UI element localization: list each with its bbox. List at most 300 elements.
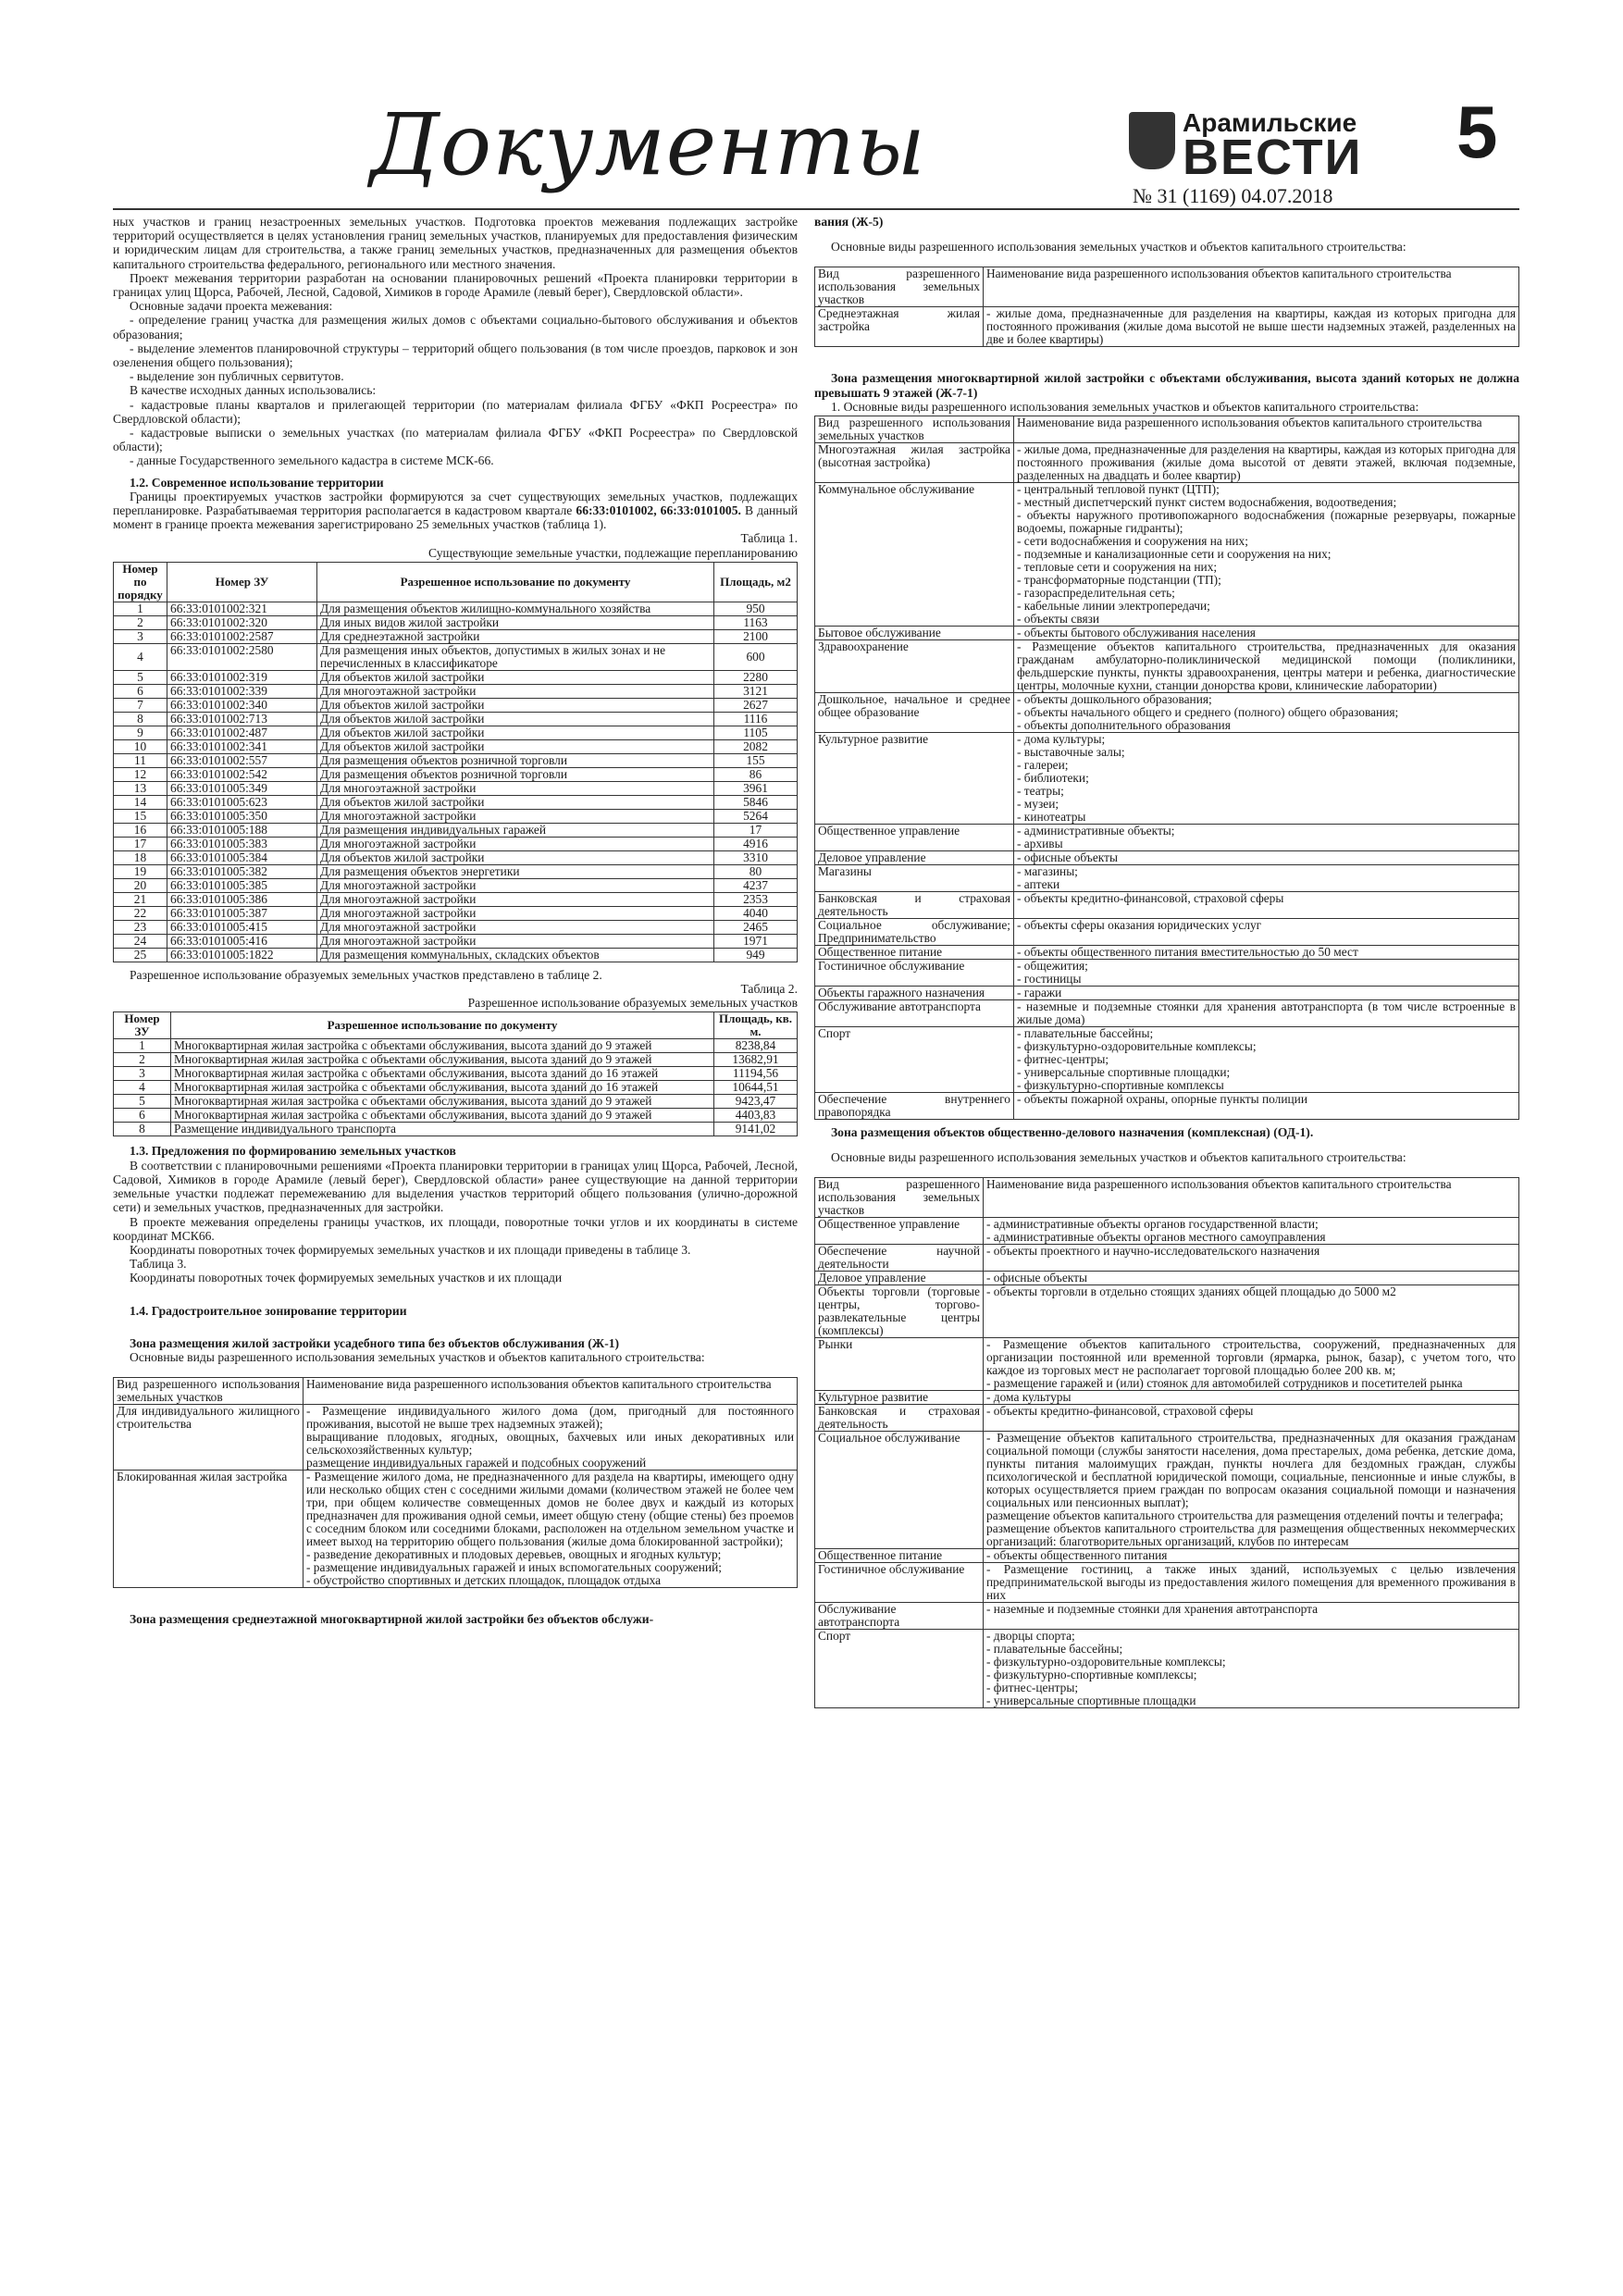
- s12-text-a: Границы проектируемых участков застройки формируются за счет существующих земельных участков, подлежащих перепланировке. Разрабатываемая территория располагается в кадастровом квартале: [113, 489, 798, 518]
- table-cell: Для размещения объектов розничной торговли: [317, 767, 714, 781]
- table-cell: 600: [714, 643, 798, 670]
- table-cell: 17: [714, 823, 798, 837]
- zone-table-cell: - жилые дома, предназначенные для разделения на квартиры, каждая из которых пригодна для постоянного проживания (жилые дома высотой от девяти этажей, включая подземные, разделенных на двадцать и более квартир): [1014, 443, 1519, 483]
- zone-table-cell: - объекты сферы оказания юридических услуг: [1014, 919, 1519, 946]
- right-column: [814, 215, 1519, 1714]
- table-cell: 66:33:0101002:487: [167, 726, 317, 739]
- table-row: [114, 712, 798, 726]
- zone-table-head-row: [815, 416, 1519, 443]
- table-cell: 6: [114, 684, 167, 698]
- table-cell: 66:33:0101002:341: [167, 739, 317, 753]
- table-cell: 66:33:0101002:321: [167, 602, 317, 615]
- table-cell: Для многоэтажной застройки: [317, 906, 714, 920]
- table-cell: Для многоэтажной застройки: [317, 934, 714, 948]
- issue-number: № 31 (1169) 04.07.2018: [1133, 184, 1333, 207]
- zone-table-cell: - Размещение объектов капитального строительства, предназначенных для оказания гражданам социальной помощи (службы занятости населения, дома престарелых, дома ребенка, детские дома, пункты питания малоимущих граждан, пункты ночлега для бездомных граждан, службы психологической и бесплатной юридической помощи, социальные, пенсионные и иные службы, в которых осуществляется прием граждан по вопросам оказания социальной помощи и назначения социальных или пенсионных выплат); размещение объектов капитального строительства для размещения отделений почты и телеграфа; размещение объектов капитального строительства для размещения общественных некоммерческих организаций: благотворительных организаций, клубов по интересам: [984, 1432, 1519, 1549]
- zone-table-cell: Магазины: [815, 865, 1014, 892]
- table-cell: 4237: [714, 878, 798, 892]
- table-cell: 2465: [714, 920, 798, 934]
- table-cell: 10644,51: [714, 1081, 798, 1095]
- zone-table-row: [815, 1405, 1519, 1432]
- zone-zh5-title-start: Зона размещения среднеэтажной многоквартирной жилой застройки без объектов обслужи-: [130, 1612, 654, 1627]
- table-row: [114, 1109, 798, 1123]
- table-cell: 66:33:0101002:2587: [167, 629, 317, 643]
- zone-table-row: [815, 865, 1519, 892]
- zone-table-row: [815, 919, 1519, 946]
- intro-paragraph: - определение границ участка для размещения жилых домов с объектами социально-бытового обслуживания и объектов образования;: [113, 313, 798, 341]
- zone-table-cell: - плавательные бассейны; - физкультурно-оздоровительные комплексы; - фитнес-центры; - универсальные спортивные площадки; - физкультурно-спортивные комплексы: [1014, 1027, 1519, 1093]
- table-cell: 17: [114, 837, 167, 850]
- table-cell: Для многоэтажной застройки: [317, 781, 714, 795]
- zone-table-cell: - Размещение объектов капитального строительства, предназначенных для оказания гражданам амбулаторно-поликлинической медицинской помощи (поликлиники, фельдшерские пункты, пункты здравоохранения, центры матери и ребенка, диагностические центры, молочные кухни, станции донорства крови, клинические лаборатории): [1014, 640, 1519, 693]
- table-cell: Для многоэтажной застройки: [317, 837, 714, 850]
- table-cell: 66:33:0101002:319: [167, 670, 317, 684]
- table-cell: Многоквартирная жилая застройка с объектами обслуживания, высота зданий до 9 этажей: [171, 1053, 714, 1067]
- zone-table-cell: - Размещение жилого дома, не предназначенного для раздела на квартиры, имеющего одну или несколько общих стен с соседними жилыми домами (количеством этажей не более чем три, при общем количестве совмещенных домов не более двух и каждый из которых предназначен для проживания одной семьи, имеет общую стену (общие стены) без проемов с соседним блоком или соседними блоками, расположен на отдельном земельном участке и имеет выход на территорию общего пользования (жилые дома блокированной застройки); - разведение декоративных и плодовых деревьев, овощных и ягодных культур; - размещение индивидуальных гаражей и иных вспомогательных сооружений; - обустройство спортивных и детских площадок, площадок отдыха: [304, 1471, 798, 1588]
- table-cell: 1163: [714, 615, 798, 629]
- table-row: [114, 615, 798, 629]
- table-row: [114, 1081, 798, 1095]
- table-cell: Многоквартирная жилая застройка с объектами обслуживания, высота зданий до 9 этажей: [171, 1039, 714, 1053]
- table-2-header: Разрешенное использование по документу: [171, 1012, 714, 1039]
- table-2-intro: Разрешенное использование образуемых земельных участков представлено в таблице 2.: [130, 967, 602, 982]
- table-cell: Многоквартирная жилая застройка с объектами обслуживания, высота зданий до 9 этажей: [171, 1109, 714, 1123]
- s13-paragraph: Координаты поворотных точек формируемых земельных участков и их площади приведены в таблице 3.: [130, 1242, 691, 1257]
- section-1-3-title: 1.3. Предложения по формированию земельных участков: [130, 1144, 456, 1159]
- zone-table-row: [815, 960, 1519, 987]
- zone-table-row: [815, 483, 1519, 627]
- zone-table-cell: - дома культуры; - выставочные залы; - галереи; - библиотеки; - театры; - музеи; - кинотеатры: [1014, 733, 1519, 825]
- zone-table-cell: - административные объекты органов государственной власти; - административные объекты органов местного самоуправления: [984, 1218, 1519, 1245]
- intro-paragraph: - выделение зон публичных сервитутов.: [130, 369, 344, 384]
- zone-table-row: [815, 1218, 1519, 1245]
- table-cell: 3121: [714, 684, 798, 698]
- table-cell: 1105: [714, 726, 798, 739]
- table-cell: 19: [114, 864, 167, 878]
- table-row: [114, 643, 798, 670]
- table-cell: 66:33:0101002:340: [167, 698, 317, 712]
- table-cell: 24: [114, 934, 167, 948]
- table-cell: 66:33:0101005:387: [167, 906, 317, 920]
- zone-table-cell: Спорт: [815, 1027, 1014, 1093]
- zone-table-cell: - наземные и подземные стоянки для хранения автотранспорта: [984, 1603, 1519, 1630]
- zone-table-cell: Объекты гаражного назначения: [815, 987, 1014, 1000]
- zone-table-cell: - объекты кредитно-финансовой, страховой сферы: [1014, 892, 1519, 919]
- table-cell: 23: [114, 920, 167, 934]
- table-cell: 66:33:0101005:349: [167, 781, 317, 795]
- table-row: [114, 1095, 798, 1109]
- table-row: [114, 684, 798, 698]
- zone-table-row: [815, 1391, 1519, 1405]
- zone-table-head-cell: Вид разрешенного использования земельных участков: [815, 416, 1014, 443]
- table-cell: Для объектов жилой застройки: [317, 739, 714, 753]
- table-cell: Для объектов жилой застройки: [317, 712, 714, 726]
- table-cell: Для многоэтажной застройки: [317, 920, 714, 934]
- table-2-header: Номер ЗУ: [114, 1012, 171, 1039]
- zone-zh71-intro: 1. Основные виды разрешенного использования земельных участков и объектов капитального строительства:: [831, 399, 1419, 414]
- table-cell: 20: [114, 878, 167, 892]
- zone-od1-table: [814, 1177, 1519, 1708]
- zone-table-cell: - дома культуры: [984, 1391, 1519, 1405]
- table-cell: 3961: [714, 781, 798, 795]
- zone-table-row: [815, 1338, 1519, 1391]
- zone-table-cell: - объекты торговли в отдельно стоящих зданиях общей площадью до 5000 м2: [984, 1285, 1519, 1338]
- header-divider: [113, 208, 1519, 210]
- table-row: [114, 795, 798, 809]
- zone-table-cell: Гостиничное обслуживание: [815, 1563, 984, 1603]
- table-row: [114, 948, 798, 962]
- table-cell: 11: [114, 753, 167, 767]
- table-cell: 66:33:0101005:386: [167, 892, 317, 906]
- table-row: [114, 920, 798, 934]
- zone-table-cell: Обеспечение научной деятельности: [815, 1245, 984, 1272]
- table-row: [114, 1039, 798, 1053]
- table-cell: Для размещения иных объектов, допустимых в жилых зонах и не перечисленных в классификаторе: [317, 643, 714, 670]
- zone-table-row: [815, 892, 1519, 919]
- zone-table-cell: Коммунальное обслуживание: [815, 483, 1014, 627]
- zone-table-row: [815, 640, 1519, 693]
- zone-table-cell: - административные объекты; - архивы: [1014, 825, 1519, 851]
- zone-table-row: [815, 1549, 1519, 1563]
- table-cell: 22: [114, 906, 167, 920]
- zone-table-cell: - Размещение индивидуального жилого дома (дом, пригодный для постоянного проживания, высотой не выше трех надземных этажей); выращивание плодовых, ягодных, овощных, бахчевых или иных декоративных или сельскохозяйственных культур; размещение индивидуальных гаражей и подсобных сооружений: [304, 1405, 798, 1471]
- table-cell: 66:33:0101002:2580: [167, 643, 317, 670]
- table-1-header: Номер по порядку: [114, 562, 167, 602]
- table-cell: Для объектов жилой застройки: [317, 850, 714, 864]
- zone-od1-intro: Основные виды разрешенного использования земельных участков и объектов капитального строительства:: [831, 1150, 1406, 1165]
- table-cell: 3: [114, 1067, 171, 1081]
- table-cell: 2100: [714, 629, 798, 643]
- zone-table-row: [815, 693, 1519, 733]
- zone-table-head-cell: Наименование вида разрешенного использования объектов капитального строительства: [304, 1378, 798, 1405]
- table-cell: 15: [114, 809, 167, 823]
- zone-table-row: [114, 1471, 798, 1588]
- table-cell: Многоквартирная жилая застройка с объектами обслуживания, высота зданий до 9 этажей: [171, 1095, 714, 1109]
- zone-table-head-cell: Вид разрешенного использования земельных участков: [815, 1178, 984, 1218]
- zone-table-row: [815, 1245, 1519, 1272]
- zone-table-cell: - центральный тепловой пункт (ЦТП); - местный диспетчерский пункт систем водоснабжения, водоотведения; - объекты наружного противопожарного водоснабжения (пожарные резервуары, пожарные водоемы, пожарные гидранты); - сети водоснабжения и сооружения на них; - подземные и канализационные сети и сооружения на них; - тепловые сети и сооружения на них; - трансформаторные подстанции (ТП); - газораспределительная сеть; - кабельные линии электропередачи; - объекты связи: [1014, 483, 1519, 627]
- table-cell: 8: [114, 712, 167, 726]
- zone-table-cell: - объекты кредитно-финансовой, страховой сферы: [984, 1405, 1519, 1432]
- s13-paragraph: В соответствии с планировочными решениями «Проекта планировки территории в границах улиц Щорса, Рабочей, Лесной, Садовой, Химиков в городе Арамиле (левый берег), Свердловской области» ранее существующие на данной территории земельные участки подлежат перемежеванию для выделения участков территорий общего пользования (улично-дорожной сети) и земельных участков, предназначенных для застройки.: [113, 1158, 798, 1215]
- zone-table-cell: Дошкольное, начальное и среднее общее образование: [815, 693, 1014, 733]
- zone-table-row: [815, 987, 1519, 1000]
- zone-table-row: [815, 1563, 1519, 1603]
- zone-table-cell: Здравоохранение: [815, 640, 1014, 693]
- table-row: [114, 809, 798, 823]
- zone-table-cell: - наземные и подземные стоянки для хранения автотранспорта (в том числе встроенные в жилые дома): [1014, 1000, 1519, 1027]
- table-cell: 66:33:0101002:713: [167, 712, 317, 726]
- s12-text-c: В данный момент в границе проекта межевания зарегистрировано 25 земельных участков (таблица 1).: [113, 503, 798, 532]
- table-cell: Для размещения объектов жилищно-коммунального хозяйства: [317, 602, 714, 615]
- zone-table-row: [815, 307, 1519, 347]
- newspaper-logo: [1129, 106, 1369, 185]
- zone-table-row: [815, 733, 1519, 825]
- table-1-header: Разрешенное использование по документу: [317, 562, 714, 602]
- table-cell: Многоквартирная жилая застройка с объектами обслуживания, высота зданий до 16 этажей: [171, 1081, 714, 1095]
- table-row: [114, 1123, 798, 1136]
- table-2-label: Таблица 2.: [740, 982, 798, 997]
- zone-table-cell: Банковская и страховая деятельность: [815, 1405, 984, 1432]
- table-1-label: Таблица 1.: [740, 531, 798, 546]
- table-cell: 7: [114, 698, 167, 712]
- intro-text: [113, 215, 798, 468]
- zone-table-cell: - Размещение гостиниц, а также иных зданий, используемых с целью извлечения предпринимательской выгоды из предоставления жилого помещения для временного проживания в них: [984, 1563, 1519, 1603]
- table-cell: 9141,02: [714, 1123, 798, 1136]
- zone-table-cell: - объекты общественного питания вместительностью до 50 мест: [1014, 946, 1519, 960]
- table-row: [114, 906, 798, 920]
- table-cell: 4040: [714, 906, 798, 920]
- table-cell: 66:33:0101002:339: [167, 684, 317, 698]
- table-cell: 2082: [714, 739, 798, 753]
- table-cell: 2627: [714, 698, 798, 712]
- table-row: [114, 767, 798, 781]
- table-row: [114, 1053, 798, 1067]
- s13-paragraph: Координаты поворотных точек формируемых земельных участков и их площади: [130, 1271, 563, 1285]
- table-cell: 10: [114, 739, 167, 753]
- zone-zh5-title-end: вания (Ж-5): [814, 215, 884, 229]
- table-cell: 6: [114, 1109, 171, 1123]
- table-cell: Для размещения индивидуальных гаражей: [317, 823, 714, 837]
- table-2-header: Площадь, кв. м.: [714, 1012, 798, 1039]
- table-row: [114, 823, 798, 837]
- table-cell: Для размещения объектов энергетики: [317, 864, 714, 878]
- table-cell: 21: [114, 892, 167, 906]
- zone-table-cell: - жилые дома, предназначенные для разделения на квартиры, каждая из которых пригодна для постоянного проживания (жилые дома высотой не выше шести надземных этажей, разделенных на две и более квартиры): [984, 307, 1519, 347]
- zone-table-cell: Для индивидуального жилищного строительства: [114, 1405, 304, 1471]
- table-cell: 66:33:0101005:384: [167, 850, 317, 864]
- table-2-caption: Разрешенное использование образуемых земельных участков: [467, 996, 798, 1011]
- table-row: [114, 739, 798, 753]
- table-row: [114, 934, 798, 948]
- table-cell: 13: [114, 781, 167, 795]
- s12-quarter-numbers: 66:33:0101002, 66:33:0101005.: [576, 503, 741, 518]
- zone-table-row: [815, 1272, 1519, 1285]
- zone-table-head-cell: Наименование вида разрешенного использования объектов капитального строительства: [984, 267, 1519, 307]
- table-cell: 9423,47: [714, 1095, 798, 1109]
- table-cell: 66:33:0101005:415: [167, 920, 317, 934]
- section-1-4-title: 1.4. Градостроительное зонирование территории: [130, 1303, 407, 1318]
- table-cell: 5264: [714, 809, 798, 823]
- table-cell: 4403,83: [714, 1109, 798, 1123]
- zone-table-head-row: [114, 1378, 798, 1405]
- table-cell: Размещение индивидуального транспорта: [171, 1123, 714, 1136]
- table-cell: 8238,84: [714, 1039, 798, 1053]
- table-cell: 66:33:0101002:542: [167, 767, 317, 781]
- zone-zh5-table: [814, 267, 1519, 347]
- table-cell: 9: [114, 726, 167, 739]
- table-row: [114, 837, 798, 850]
- zone-table-cell: - объекты бытового обслуживания населения: [1014, 627, 1519, 640]
- table-cell: 66:33:0101005:623: [167, 795, 317, 809]
- table-row: [114, 670, 798, 684]
- zone-table-cell: - объекты пожарной охраны, опорные пункты полиции: [1014, 1093, 1519, 1120]
- zone-table-cell: Социальное обслуживание; Предпринимательство: [815, 919, 1014, 946]
- zone-zh5-intro: Основные виды разрешенного использования земельных участков и объектов капитального строительства:: [831, 240, 1406, 254]
- zone-table-row: [815, 1432, 1519, 1549]
- table-cell: Для многоэтажной застройки: [317, 878, 714, 892]
- zone-table-cell: - офисные объекты: [984, 1272, 1519, 1285]
- table-cell: Для размещения объектов розничной торговли: [317, 753, 714, 767]
- zone-table-cell: - Размещение объектов капитального строительства, сооружений, предназначенных для организации постоянной или временной торговли (ярмарка, рынок, базар), с учетом того, что каждое из торговых мест не располагает торговой площадью более 200 кв. м; - размещение гаражей и (или) стоянок для автомобилей сотрудников и посетителей рынка: [984, 1338, 1519, 1391]
- table-row: [114, 864, 798, 878]
- zone-table-cell: Обслуживание автотранспорта: [815, 1000, 1014, 1027]
- zone-table-head-cell: Вид разрешенного использования земельных участков: [815, 267, 984, 307]
- zone-table-row: [815, 946, 1519, 960]
- coat-of-arms-icon: [1129, 112, 1175, 169]
- table-cell: Многоквартирная жилая застройка с объектами обслуживания, высота зданий до 16 этажей: [171, 1067, 714, 1081]
- section-1-2-title: 1.2. Современное использование территории: [130, 475, 384, 490]
- table-cell: 3: [114, 629, 167, 643]
- table-cell: 2280: [714, 670, 798, 684]
- table-cell: 1: [114, 1039, 171, 1053]
- zone-table-cell: Обслуживание автотранспорта: [815, 1603, 984, 1630]
- table-cell: 66:33:0101005:416: [167, 934, 317, 948]
- table-cell: 4: [114, 1081, 171, 1095]
- intro-paragraph: - данные Государственного земельного кадастра в системе МСК-66.: [130, 453, 494, 468]
- zone-table-row: [815, 1000, 1519, 1027]
- zone-table-head-cell: Вид разрешенного использования земельных участков: [114, 1378, 304, 1405]
- zone-table-cell: Деловое управление: [815, 1272, 984, 1285]
- table-1-header: Площадь, м2: [714, 562, 798, 602]
- zone-table-cell: Социальное обслуживание: [815, 1432, 984, 1549]
- zone-table-row: [114, 1405, 798, 1471]
- table-cell: 13682,91: [714, 1053, 798, 1067]
- zone-table-cell: Бытовое обслуживание: [815, 627, 1014, 640]
- zone-table-row: [815, 1285, 1519, 1338]
- zone-table-head-row: [815, 1178, 1519, 1218]
- zone-table-head-row: [815, 267, 1519, 307]
- zone-table-cell: Культурное развитие: [815, 1391, 984, 1405]
- page-header: [111, 88, 1518, 207]
- zone-table-cell: - объекты общественного питания: [984, 1549, 1519, 1563]
- intro-paragraph: - кадастровые планы кварталов и прилегающей территории (по материалам филиала ФГБУ «ФКП Росреестра» по Свердловской области);: [113, 397, 798, 426]
- intro-paragraph: В качестве исходных данных использовались:: [130, 383, 377, 398]
- zone-table-row: [815, 1630, 1519, 1708]
- table-1-header: Номер ЗУ: [167, 562, 317, 602]
- table-cell: 2353: [714, 892, 798, 906]
- table-cell: 5: [114, 670, 167, 684]
- table-row: [114, 878, 798, 892]
- zone-table-cell: Культурное развитие: [815, 733, 1014, 825]
- table-2: [113, 1011, 798, 1136]
- zone-zh1-intro: Основные виды разрешенного использования земельных участков и объектов капитального строительства:: [130, 1349, 705, 1364]
- zone-table-cell: Блокированная жилая застройка: [114, 1471, 304, 1588]
- zone-table-cell: Многоэтажная жилая застройка (высотная застройка): [815, 443, 1014, 483]
- table-cell: 66:33:0101005:385: [167, 878, 317, 892]
- zone-table-cell: Спорт: [815, 1630, 984, 1708]
- s13-paragraph: В проекте межевания определены границы участков, их площади, поворотные точки углов и их координаты в системе координат МСК66.: [113, 1214, 798, 1243]
- zone-table-row: [815, 1603, 1519, 1630]
- table-cell: Для размещения коммунальных, складских объектов: [317, 948, 714, 962]
- table-cell: 14: [114, 795, 167, 809]
- table-cell: 86: [714, 767, 798, 781]
- table-cell: 11194,56: [714, 1067, 798, 1081]
- table-cell: 66:33:0101002:320: [167, 615, 317, 629]
- table-cell: Для многоэтажной застройки: [317, 809, 714, 823]
- zone-od1-title: Зона размещения объектов общественно-делового назначения (комплексная) (ОД-1).: [831, 1125, 1314, 1140]
- zone-table-cell: - магазины; - аптеки: [1014, 865, 1519, 892]
- table-cell: 12: [114, 767, 167, 781]
- table-cell: 66:33:0101002:557: [167, 753, 317, 767]
- table-1: [113, 562, 798, 962]
- zone-table-head-cell: Наименование вида разрешенного использования объектов капитального строительства: [984, 1178, 1519, 1218]
- zone-table-row: [815, 1093, 1519, 1120]
- left-column: [113, 215, 798, 1626]
- intro-paragraph: - кадастровые выписки о земельных участках (по материалам филиала ФГБУ «ФКП Росреестра» по Свердловской области);: [113, 426, 798, 454]
- zone-table-row: [815, 627, 1519, 640]
- zone-zh1-table: [113, 1377, 798, 1588]
- table-row: [114, 892, 798, 906]
- table-cell: 5: [114, 1095, 171, 1109]
- logo-main-text: ВЕСТИ: [1183, 130, 1363, 185]
- table-cell: 5846: [714, 795, 798, 809]
- logo-top-text: Арамильские: [1183, 108, 1357, 137]
- zone-table-cell: Рынки: [815, 1338, 984, 1391]
- zone-table-head-cell: Наименование вида разрешенного использования объектов капитального строительства: [1014, 416, 1519, 443]
- zone-zh1-title: Зона размещения жилой застройки усадебного типа без объектов обслуживания (Ж-1): [130, 1335, 620, 1350]
- section-1-3-text: [113, 1159, 798, 1285]
- table-row: [114, 698, 798, 712]
- zone-table-cell: - дворцы спорта; - плавательные бассейны; - физкультурно-оздоровительные комплексы; - физкультурно-спортивные комплексы; - фитнес-центры; - универсальные спортивные площадки: [984, 1630, 1519, 1708]
- table-cell: 66:33:0101005:382: [167, 864, 317, 878]
- section-title: Документы: [370, 95, 926, 194]
- table-cell: 80: [714, 864, 798, 878]
- intro-paragraph: Основные задачи проекта межевания:: [130, 299, 333, 314]
- table-cell: Для многоэтажной застройки: [317, 684, 714, 698]
- zone-table-cell: - общежития; - гостиницы: [1014, 960, 1519, 987]
- zone-table-cell: - объекты проектного и научно-исследовательского назначения: [984, 1245, 1519, 1272]
- zone-table-row: [815, 443, 1519, 483]
- table-1-caption: Существующие земельные участки, подлежащие перепланированию: [428, 545, 798, 560]
- table-cell: 1971: [714, 934, 798, 948]
- table-cell: 950: [714, 602, 798, 615]
- zone-zh71-title: Зона размещения многоквартирной жилой застройки с объектами обслуживания, высота зданий которых не должна превышать 9 этажей (Ж-7-1): [814, 371, 1519, 400]
- table-cell: 4916: [714, 837, 798, 850]
- table-cell: 66:33:0101005:1822: [167, 948, 317, 962]
- zone-table-cell: Гостиничное обслуживание: [815, 960, 1014, 987]
- zone-table-row: [815, 1027, 1519, 1093]
- table-row: [114, 726, 798, 739]
- table-cell: 66:33:0101005:383: [167, 837, 317, 850]
- table-cell: 1116: [714, 712, 798, 726]
- zone-table-cell: Общественное питание: [815, 1549, 984, 1563]
- zone-table-cell: Обеспечение внутреннего правопорядка: [815, 1093, 1014, 1120]
- table-row: [114, 602, 798, 615]
- zone-table-cell: Среднеэтажная жилая застройка: [815, 307, 984, 347]
- s13-paragraph: Таблица 3.: [130, 1257, 187, 1272]
- table-cell: 2: [114, 615, 167, 629]
- table-cell: Для объектов жилой застройки: [317, 670, 714, 684]
- zone-table-cell: - офисные объекты: [1014, 851, 1519, 865]
- table-cell: 18: [114, 850, 167, 864]
- table-cell: 25: [114, 948, 167, 962]
- table-cell: Для иных видов жилой застройки: [317, 615, 714, 629]
- zone-table-cell: Общественное управление: [815, 1218, 984, 1245]
- table-cell: Для объектов жилой застройки: [317, 698, 714, 712]
- table-cell: 155: [714, 753, 798, 767]
- table-cell: 949: [714, 948, 798, 962]
- table-cell: 66:33:0101005:350: [167, 809, 317, 823]
- table-row: [114, 1067, 798, 1081]
- table-cell: Для среднеэтажной застройки: [317, 629, 714, 643]
- zone-table-cell: Общественное управление: [815, 825, 1014, 851]
- zone-table-cell: - объекты дошкольного образования; - объекты начального общего и среднего (полного) общего образования; - объекты дополнительного образования: [1014, 693, 1519, 733]
- zone-table-row: [815, 851, 1519, 865]
- table-row: [114, 850, 798, 864]
- intro-paragraph: ных участков и границ незастроенных земельных участков. Подготовка проектов межевания подлежащих застройке территорий осуществляется в целях установления границ земельных участков, планируемых для предоставления физическим и юридическим лицам для строительства, а также границ земельных участков, предназначенных для размещения объектов капитального строительства федерального, регионального или местного значения.: [113, 215, 798, 271]
- zone-zh71-table: [814, 416, 1519, 1120]
